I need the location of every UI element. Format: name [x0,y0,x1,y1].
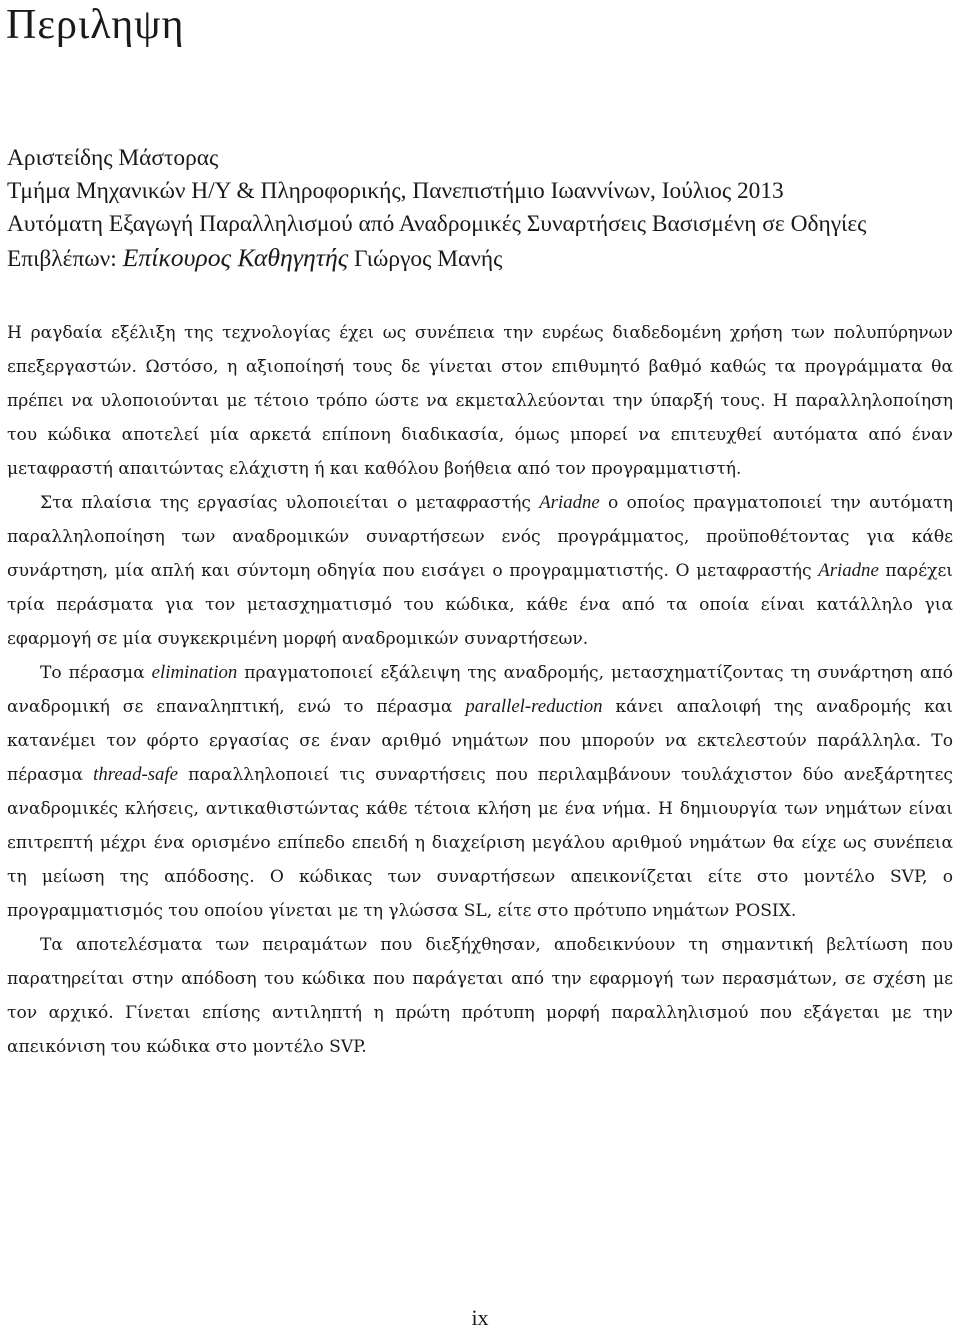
thread-safe-term: thread-safe [93,764,179,785]
text-segment: Το πέρασμα [40,663,152,683]
abstract-paragraph-4: Τα αποτελέσματα των πειραμάτων που διεξήχθησαν, αποδεικνύουν τη σημαντική βελτίωση που παρατηρείται στην απόδοση του κώδικα που παράγεται από την εφαρμογή των περασμάτων, σε σχέση με τον αρχικό. Γίνεται επίσης αντιληπτή η πρώτη πρότυπη μορφή παραλληλισμού που εξάγεται με την απεικόνιση του κώδικα στο μοντέλο SVP. [7,935,953,1057]
author-line: Αριστείδης Μάστορας [7,145,219,171]
text-segment: ο οποίος πραγματοποιεί την αυτόματη παραλληλοποίηση των αναδρομικών συναρτήσεων ενός προγράμματος, προϋποθέτοντας για κάθε συνάρτηση, μία απλή και σύντομη οδηγία που εισάγει ο προγραμματιστής. Ο μεταφραστής [7,493,953,581]
affiliation-line: Τμήμα Μηχανικών Η/Υ & Πληροφορικής, Πανεπιστήμιο Ιωαννίνων, Ιούλιος 2013 [7,178,784,204]
supervisor-name: Γιώργος Μανής [348,246,503,272]
text-segment: Στα πλαίσια της εργασίας υλοποιείται ο μεταφραστής [40,493,540,513]
page-number: ix [471,1305,489,1330]
page-title: Περιληψη [6,2,185,48]
supervisor-rank: Επίκουρος Καθηγητής [122,243,349,272]
abstract-paragraph-1: Η ραγδαία εξέλιξη της τεχνολογίας έχει ως συνέπεια την ευρέως διαδεδομένη χρήση των πολυπύρηνων επεξεργαστών. Ωστόσο, η αξιοποίησή τους δε γίνεται στον επιθυμητό βαθμό καθώς τα προγράμματα θα πρέπει να υλοποιούνται με τέτοιο τρόπο ώστε να εκμεταλλεύονται την ύπαρξή τους. Η παραλληλοποίηση του κώδικα αποτελεί μία αρκετά επίπονη διαδικασία, όμως μπορεί να επιτευχθεί αυτόματα από έναν μεταφραστή απαιτώντας ελάχιστη ή και καθόλου βοήθεια από τον προγραμματιστή. [7,323,953,479]
text-segment: πραγματοποιεί εξάλειψη της αναδρομής, μετασχηματίζοντας τη συνάρτηση από αναδρομική σε επαναληπτική, ενώ το πέρασμα [7,663,953,717]
abstract-paragraph-2 [7,486,953,656]
supervisor-line [7,241,953,274]
text-segment: κάνει απαλοιφή της αναδρομής και κατανέμει τον φόρτο εργασίας σε έναν αριθμό νημάτων που μπορούν να εκτελεστούν παράλληλα. Το πέρασμα [7,697,953,785]
text-segment: παρέχει τρία περάσματα για τον μετασχηματισμό του κώδικα, κάθε ένα από τα οποία είναι κατάλληλο για εφαρμογή σε μία συγκεκριμένη μορφή αναδρομικών συναρτήσεων. [7,561,953,649]
abstract-body [7,316,953,1064]
text-segment: παραλληλοποιεί τις συναρτήσεις που περιλαμβάνουν τουλάχιστον δύο ανεξάρτητες αναδρομικές κλήσεις, αντικαθιστώντας κάθε τέτοια κλήση με ένα νήμα. Η δημιουργία των νημάτων είναι επιτρεπτή μέχρι ένα ορισμένο επίπεδο επειδή η διαχείριση μεγάλου αριθμού νημάτων θα είχε ως συνέπεια τη μείωση της απόδοσης. Ο κώδικας των συναρτήσεων απεικονίζεται είτε στο μοντέλο SVP, ο προγραμματισμός του οποίου γίνεται με τη γλώσσα SL, είτε στο πρότυπο νημάτων POSIX. [7,765,954,921]
thesis-meta [7,142,953,274]
elimination-term: elimination [151,662,238,683]
parallel-reduction-term: parallel-reduction [465,696,603,717]
ariadne-term: Ariadne [818,560,879,581]
abstract-paragraph-3 [7,656,953,928]
thesis-title-line: Αυτόματη Εξαγωγή Παραλληλισμού από Αναδρομικές Συναρτήσεις Βασισμένη σε Οδηγίες [7,211,867,237]
supervisor-label: Επιβλέπων: [7,246,123,272]
ariadne-term: Ariadne [539,492,600,513]
